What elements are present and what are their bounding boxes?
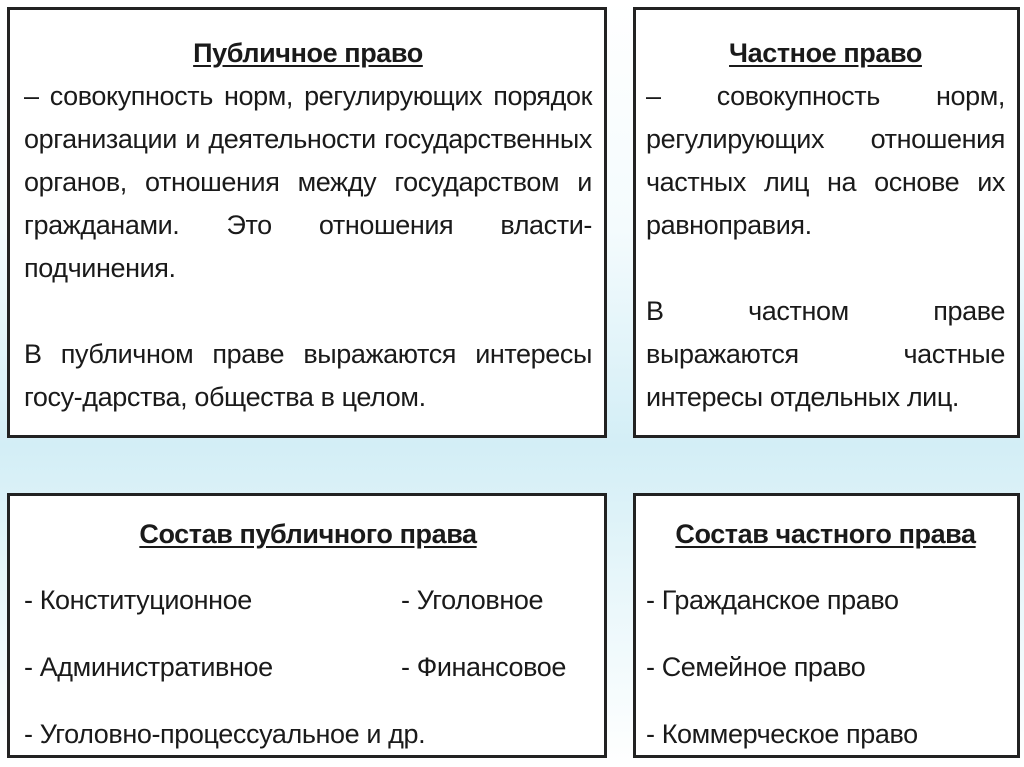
list-item-label: - Уголовно-процессуальное и др. <box>24 719 426 749</box>
public-law-definition: – совокупность норм, регулирующих порядок организации и деятельности государственных органов, отношения между государством и гражданами. Это отношения власти-подчинения. <box>24 81 592 283</box>
list-item <box>24 579 592 622</box>
list-item-label <box>401 713 592 756</box>
list-item-label: - Коммерческое право <box>646 719 918 749</box>
private-law-composition-box <box>633 493 1020 758</box>
list-item-label: - Финансовое <box>401 652 567 682</box>
public-law-composition-box <box>7 493 607 758</box>
list-item-label: - Административное <box>24 652 273 682</box>
private-law-title: Частное право <box>729 38 922 68</box>
private-law-box <box>633 7 1020 438</box>
list-item-label: - Конституционное <box>24 585 252 615</box>
public-law-title: Публичное право <box>193 38 423 68</box>
private-composition-title: Состав частного права <box>675 519 976 549</box>
list-item-label: - Гражданское право <box>646 585 899 615</box>
public-composition-title: Состав публичного права <box>139 519 477 549</box>
public-law-box <box>7 7 607 438</box>
public-composition-list <box>24 579 592 756</box>
spacer <box>646 247 1005 290</box>
list-item <box>646 646 1005 689</box>
list-item <box>24 646 592 689</box>
list-item <box>646 579 1005 622</box>
list-item-label: - Семейное право <box>646 652 866 682</box>
public-law-interests: В публичном праве выражаются интересы госу-дарства, общества в целом. <box>24 339 592 412</box>
private-law-interests: В частном праве выражаются частные интересы отдельных лиц. <box>646 296 1005 412</box>
list-item <box>24 713 592 756</box>
spacer <box>24 290 592 333</box>
private-composition-list <box>646 579 1005 756</box>
list-item-label: - Уголовное <box>401 585 544 615</box>
list-item <box>646 713 1005 756</box>
private-law-definition: – совокупность норм, регулирующих отношения частных лиц на основе их равноправия. <box>646 81 1005 240</box>
